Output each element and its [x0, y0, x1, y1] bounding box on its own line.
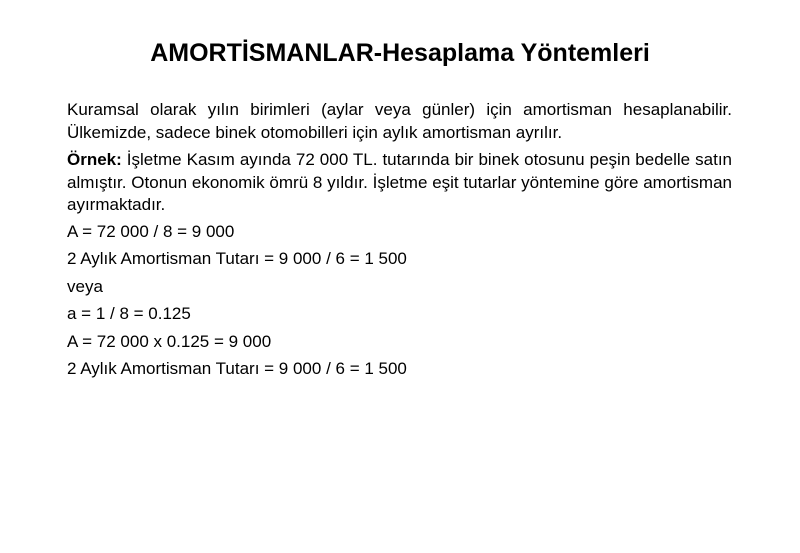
slide-title: AMORTİSMANLAR-Hesaplama Yöntemleri	[150, 39, 650, 67]
example-label: Örnek:	[67, 150, 122, 169]
example-text: İşletme Kasım ayında 72 000 TL. tutarında bir binek otosunu peşin bedelle satın almıştır. Otonun ekonomik ömrü 8 yıldır. İşletme eşit tutarlar yöntemine göre amortisman ayırmaktadır.	[67, 150, 732, 214]
slide-content	[67, 99, 732, 383]
example-paragraph	[67, 149, 732, 217]
calculation-line-6: 2 Aylık Amortisman Tutarı = 9 000 / 6 = 1 500	[67, 359, 407, 378]
calculation-line-5: A = 72 000 x 0.125 = 9 000	[67, 331, 272, 351]
calculation-line-2: 2 Aylık Amortisman Tutarı = 9 000 / 6 = 1 500	[67, 249, 407, 268]
calculation-line-4: a = 1 / 8 = 0.125	[67, 304, 191, 323]
calculation-line-1: A = 72 000 / 8 = 9 000	[67, 221, 235, 241]
calculation-line-3: veya	[67, 276, 103, 296]
intro-paragraph: Kuramsal olarak yılın birimleri (aylar veya günler) için amortisman hesaplanabilir. Ülkemizde, sadece binek otomobilleri için aylık amortisman ayrılır.	[67, 100, 732, 142]
